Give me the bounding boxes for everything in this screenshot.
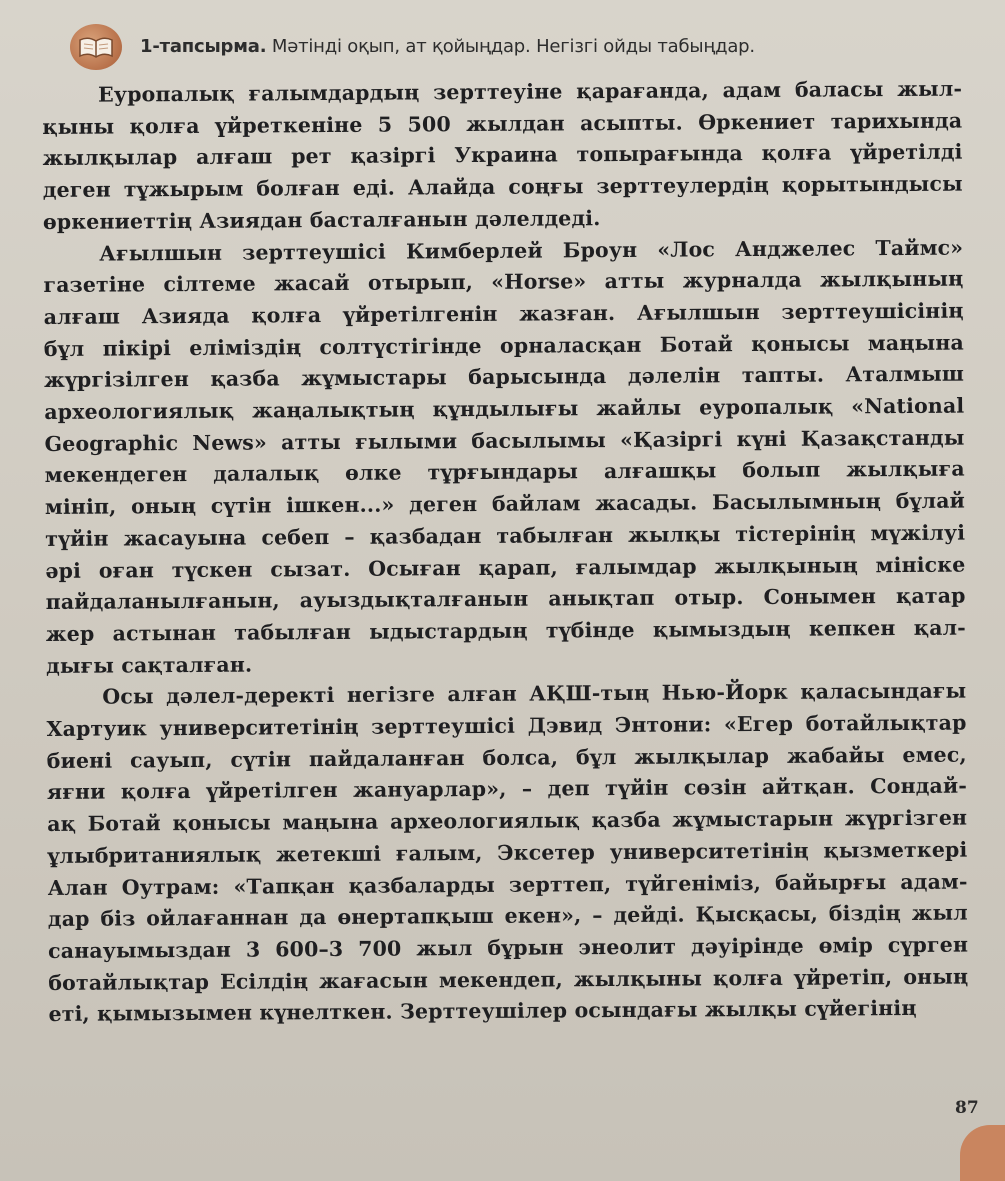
text-line: Ағылшын зерттеушісі Кимберлей Броун «Лос Анджелес Таймс» (99, 235, 964, 266)
text-line: Осы дәлел-деректі негізге алған АҚШ-тың Нью-Йорк қаласындағы (102, 678, 967, 709)
page-corner-tab (960, 1125, 1005, 1181)
text-line: ұлыбританиялық жетекші ғалым, Эксетер университетінің қызметкері (47, 837, 968, 868)
text-line: Еуропалық ғалымдардың зерттеуіне қарағанда, адам баласы жыл- (98, 76, 963, 107)
text-line: еті, қымызымен күнелткен. Зерттеушілер осындағы жылқы сүйегінің (48, 996, 917, 1027)
text-line: жылқылар алғаш рет қазіргі Украина топырағында қолға үйретілді (42, 139, 963, 171)
text-line: Хартуик университетінің зерттеушісі Дэвид Энтони: «Егер ботайлықтар (46, 710, 967, 742)
paragraph (46, 676, 968, 1031)
text-line: әрі оған түскен сызат. Осыған қарап, ғалымдар жылқының мініске (45, 552, 966, 583)
text-line: жер астынан табылған ыдыстардың түбінде қымыздың кепкен қал- (45, 615, 966, 646)
text-line: санауымыздан 3 600–3 700 жыл бұрын энеолит дәуірінде өмір сүрген (47, 932, 969, 963)
text-line: дар біз ойлағаннан да өнертапқыш екен», – дейді. Қысқасы, біздің жыл (47, 900, 968, 932)
text-line: ақ Ботай қонысы маңына археологиялық қазба жұмыстарын жүргізген (47, 805, 968, 837)
task-label: 1-тапсырма. (140, 36, 267, 57)
text-line: алғаш Азияда қолға үйретілгенін жазған. Ағылшын зерттеушісінің (43, 298, 964, 329)
task-instruction (140, 36, 755, 57)
page-number: 87 (955, 1098, 979, 1118)
text-line: жүргізілген қазба жұмыстары барысында дәлелін тапты. Аталмыш (44, 361, 965, 393)
text-line: биені сауып, сүтін пайдаланған болса, бұл жылқылар жабайы емес, (46, 742, 967, 773)
text-line: газетіне сілтеме жасай отырып, «Horse» атты журналда жылқының (43, 266, 964, 298)
text-line: мініп, оның сүтін ішкен...» деген байлам жасады. Басылымның бұлай (44, 488, 966, 520)
text-line: Geographic News» атты ғылыми басылымы «Қазіргі күні Қазақстанды (44, 425, 965, 456)
paragraph (42, 74, 963, 239)
text-line: қыны қолға үйреткеніне 5 500 жылдан асыпты. Өркениет тарихында (42, 108, 963, 139)
article-body (42, 74, 969, 1031)
text-line: бұл пікірі еліміздің солтүстігінде орналасқан Ботай қонысы маңына (43, 330, 964, 361)
text-line: өркениеттің Азиядан басталғанын дәлелдеді. (42, 205, 601, 234)
text-line: археологиялық жаңалықтың құндылығы жайлы еуропалық «National (44, 393, 965, 425)
text-line: мекендеген далалық өлке тұрғындары алғашқы болып жылқыға (44, 457, 965, 488)
text-line: дығы сақталған. (46, 652, 253, 678)
text-line: ботайлықтар Есілдің жағасын мекендеп, жылқыны қолға үйретіп, оның (48, 964, 969, 995)
task-header (70, 22, 970, 72)
text-line: пайдаланылғанын, ауыздықталғанын анықтап отыр. Сонымен қатар (45, 583, 966, 615)
task-instruction-text: Мәтінді оқып, ат қойыңдар. Негізгі ойды табыңдар. (271, 36, 755, 57)
open-book-icon (70, 24, 122, 70)
text-line: деген тұжырым болған еді. Алайда соңғы зерттеулердің қорытындысы (42, 171, 963, 203)
paragraph (43, 232, 966, 682)
text-line: түйін жасауына себеп – қазбадан табылған жылқы тістерінің мүжілуі (45, 520, 966, 551)
text-line: яғни қолға үйретілген жануарлар», – деп түйін сөзін айтқан. Сондай- (46, 774, 968, 805)
text-line: Алан Оутрам: «Тапқан қазбаларды зерттеп, түйгеніміз, байырғы адам- (47, 869, 968, 900)
